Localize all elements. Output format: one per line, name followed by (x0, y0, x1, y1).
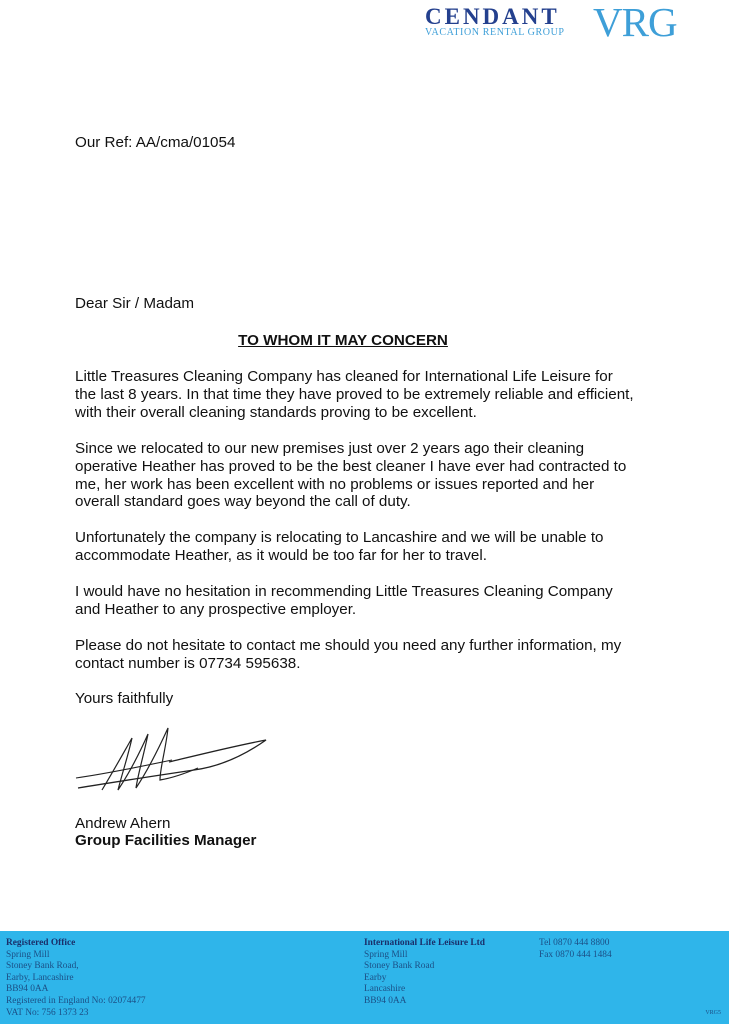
signer-name: Andrew Ahern (75, 815, 171, 832)
footer-line: Earby (364, 972, 387, 983)
footer-line: Registered in England No: 02074477 (6, 995, 146, 1006)
logo-brand-text: CENDANT (425, 4, 560, 29)
cendant-vrg-logo (422, 2, 692, 46)
subject-text: TO WHOM IT MAY CONCERN (238, 332, 448, 349)
fax-line: Fax 0870 444 1484 (539, 949, 612, 960)
footer-line: VAT No: 756 1373 23 (6, 1007, 89, 1018)
logo-vrg-text: VRG (593, 0, 677, 45)
footer-line: Spring Mill (364, 949, 408, 960)
contact-block (539, 938, 612, 961)
paragraph-2: Since we relocated to our new premises just over 2 years ago their cleaning operative Heather has proved to be the best cleaner I have ever had contracted to me, her work has been excellent with no problems or issues reported and her overall standard goes way beyond the call of duty. (75, 440, 627, 511)
handwritten-signature (74, 722, 269, 798)
registered-office-heading: Registered Office (6, 938, 76, 948)
footer-code: VRG5 (705, 1010, 721, 1017)
footer-line: Earby, Lancashire (6, 972, 74, 983)
footer-line: BB94 0AA (6, 984, 49, 995)
footer-line: BB94 0AA (364, 995, 407, 1006)
company-name: International Life Leisure Ltd (364, 938, 485, 948)
footer-line: Stoney Bank Road (364, 961, 435, 972)
paragraph-3: Unfortunately the company is relocating to Lancashire and we will be unable to accommodate Heather, as it would be too far for her to travel. (75, 529, 604, 564)
footer-line: Lancashire (364, 984, 406, 995)
logo-tagline: VACATION RENTAL GROUP (425, 27, 565, 38)
paragraph-1: Little Treasures Cleaning Company has cleaned for International Life Leisure for the last 8 years. In that time they have proved to be extremely reliable and efficient, with their overall cleaning standards proving to be excellent. (75, 368, 634, 421)
salutation: Dear Sir / Madam (75, 295, 195, 312)
paragraph-4: I would have no hesitation in recommending Little Treasures Cleaning Company and Heather to any prospective employer. (75, 583, 613, 618)
footer-line: Spring Mill (6, 949, 50, 960)
reference-line: Our Ref: AA/cma/01054 (75, 134, 236, 151)
paragraph-5: Please do not hesitate to contact me should you need any further information, my contact number is 07734 595638. (75, 637, 622, 672)
footer-line: Stoney Bank Road, (6, 961, 79, 972)
company-address-block (364, 938, 485, 1008)
letter-subject (75, 332, 611, 349)
closing: Yours faithfully (75, 690, 174, 707)
telephone-line: Tel 0870 444 8800 (539, 938, 610, 948)
registered-office-block (6, 938, 146, 1019)
signer-title: Group Facilities Manager (75, 832, 257, 849)
letter-footer (0, 931, 729, 1024)
